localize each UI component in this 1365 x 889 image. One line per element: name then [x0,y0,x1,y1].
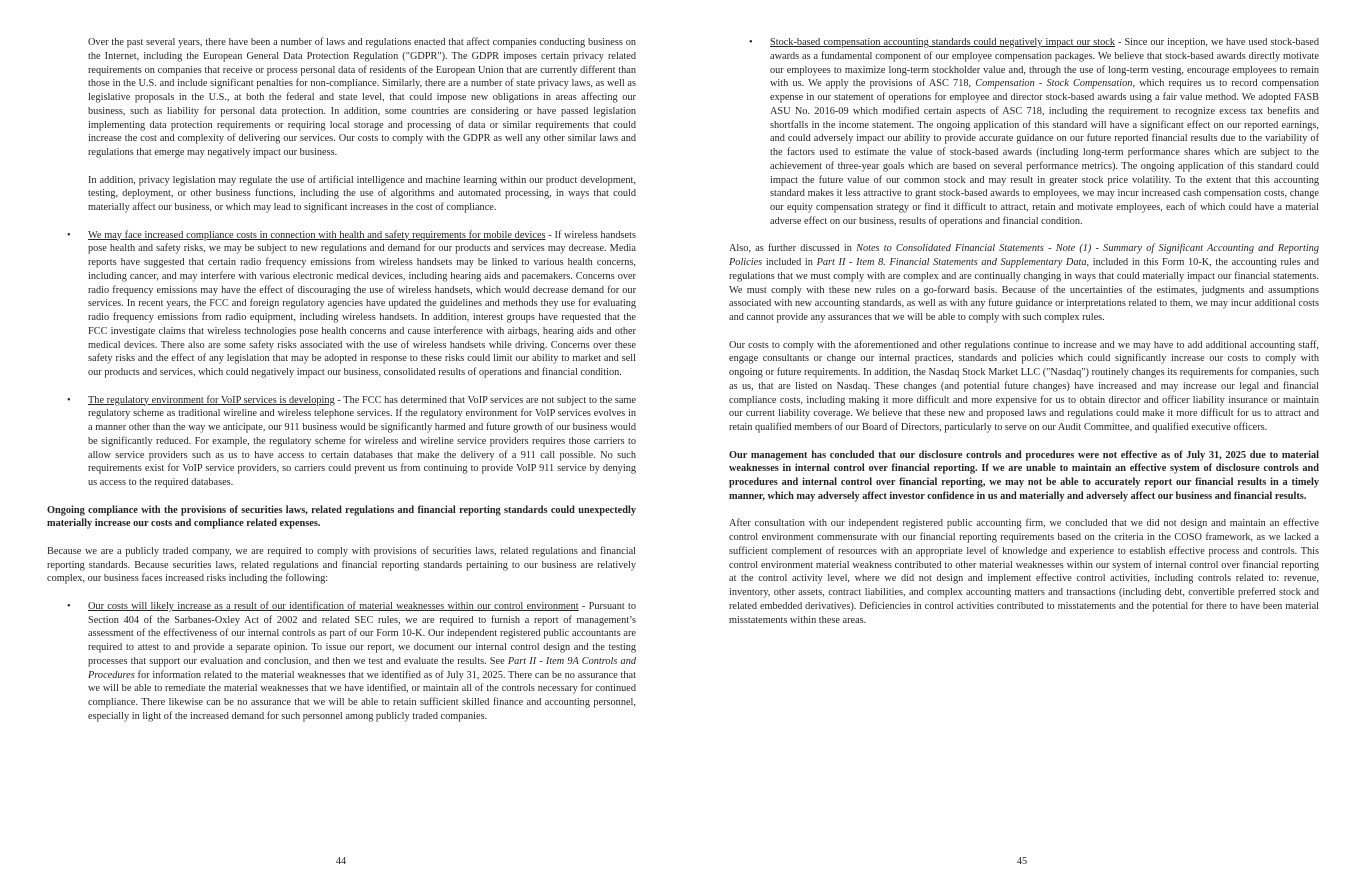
bullet-marker: • [67,600,71,612]
notes-text-a: Also, as further discussed in [729,243,857,255]
paragraph-gdpr: Over the past several years, there have been a number of laws and regulations enacted that affect companies conducting business on the Internet, including the European General Data Protection Regulation ("GDPR"). The GDPR imposes certain privacy related requirements on companies that receive or process personal data of residents of the European Union that are currently different than those in the U.S. and include significant penalties for non-compliance. Similarly, there are a number of state privacy laws, as well as legislative proposals in the U.S., at both the federal and state level, that could impose new obligations in areas affecting our business, such as liability for personal data protection. In addition, some countries are considering or have passed legislation implementing data protection requirements or requiring local storage and processing of data or similar requirements that could increase the cost and complexity of delivering our services. Our costs to comply with the GDPR as well any other similar laws and regulations that emerge may negatively impact our business. [88,37,636,158]
bullet-stock-body-a: - Since our inception, we have used stock-based awards as a fundamental component of our employee compensation packages. We believe that stock-based awards directly motivate our employees to maximize long-term stockholder value and, through the use of long-term vesting, encourage employees to remain with us. We apply the provisions of ASC 718, [770,37,1319,90]
page-number-right: 45 [1016,856,1028,867]
bullet-voip-title: The regulatory environment for VoIP services is developing [88,394,335,406]
right-column [729,36,1319,641]
bullet-voip-body: - The FCC has determined that VoIP services are not subject to the same regulatory scheme as traditional wireline and wireless telephone services. If the regulatory environment for VoIP services evolves in a manner other than the way we anticipate, our 911 business would be significantly harmed and future growth of our business would be significantly reduced. For example, the regulatory scheme for wireless and wireline service providers requires those carriers to allow service providers such as us to have access to certain databases that make the delivery of a 911 call possible. No such requirements exist for VoIP service providers, so carriers could prevent us from continuing to provide VoIP 911 service by denying us access to the required databases. [88,394,636,488]
bullet-stock-reference: Compensation - Stock Compensation, [975,78,1136,90]
bullet-costs-title: Our costs will likely increase as a result of our identification of material weaknesses within our control environment [88,600,579,612]
bullet-costs-body-b: for information related to the material weaknesses that we identified as of July 31, 2025. There can be no assurance that we will be able to remediate the material weaknesses that we have identified, or maintain all of the controls necessary for continued compliance. There likewise can be no assurance that we will be able to retain sufficient skilled finance and accounting personnel, especially in light of the increased demand for such personnel among publicly traded companies. [88,669,636,722]
page-44 [0,0,682,889]
heading-securities-compliance: Ongoing compliance with the provisions of securities laws, related regulations and financial reporting standards could unexpectedly materially increase our costs and compliance related expenses. [47,504,636,530]
notes-text-b: included in [762,257,817,268]
bullet-health-title: We may face increased compliance costs in connection with health and safety requirements for mobile devices [88,229,546,241]
paragraph-coso: After consultation with our independent registered public accounting firm, we concluded that we did not design and maintain an effective control environment commensurate with our financial reporting requirements based on the criteria in the COSO framework, as we lacked a sufficient complement of resources with an appropriate level of knowledge and experience to establish effective process and controls. This control environment material weakness contributed to other material weaknesses within our system of internal control over financial reporting at the control activity level, where we did not design and implement effective control activities, including controls related to: revenue, inventory, other assets, contract liabilities, and complex accounting matters and transactions (including debt, convertible preferred stock and related embedded derivatives). Deficiencies in control activities contributed to misstatements and the potential for there to have been material misstatements within these areas. [729,518,1319,626]
bullet-stock-compensation [749,36,1320,229]
bullet-costs-body-a: - Pursuant to Section 404 of the Sarbanes-Oxley Act of 2002 and related SEC rules, we are required to furnish a report of management’s assessment of the effectiveness of our internal controls as part of our Form 10-K. Our independent registered public accountants are required to attest to and provide a separate opinion. To issue our report, we document our internal control design and the testing processes that support our evaluation and conclusion, and then we test and evaluate the results. See [88,600,637,667]
left-column [47,36,636,737]
page-number-left: 44 [335,856,347,867]
paragraph-nasdaq: Our costs to comply with the aforementioned and other regulations continue to increase and we may have to add additional accounting staff, engage consultants or change our internal practices, standards and policies which could significantly increase our costs to comply with ongoing or future requirements. In addition, the Nasdaq Stock Market LLC ("Nasdaq") routinely changes its requirements for companies, such as us, that are listed on Nasdaq. These changes (and potential future changes) have increased and may increase our legal and financial compliance costs, including making it more difficult and more expensive for us to obtain director and officer liability insurance or maintain our current liability coverage. We believe that these new and proposed laws and regulations could make it more difficult for us to attract and retain qualified members of our Board of Directors, particularly to serve on our Audit Committee, and qualified executive officers. [729,339,1319,433]
notes-reference-2: Part II - Item 8. Financial Statements and Supplementary Data, [816,257,1090,268]
bullet-marker: • [67,229,71,241]
notes-reference-1: Notes to Consolidated Financial Statements - Note (1) - Summary of Significant Accounting and Reporting Policies [729,243,1319,268]
bullet-material-weakness-costs [67,600,637,724]
bullet-marker: • [67,394,71,406]
bullet-health-safety [67,229,636,380]
bullet-voip [67,394,636,490]
bullet-stock-title: Stock-based compensation accounting standards could negatively impact our stock [770,37,1115,48]
bullet-stock-body-b: which requires us to record compensation expense in our statement of operations for employee and director stock-based awards using a fair value method. We adopted FASB ASU No. 2016-09 which modified certain aspects of ASC 718, including the requirement to recognize excess tax benefits and shortfalls in the income statement. The ongoing application of this standard will have a significant effect on our reported earnings, and could adversely impact our ability to provide accurate guidance on our future reported financial results due to the variability of the factors used to estimate the value of stock-based awards (including long-term performance shares which are subject to the achievement of three-year goals which are based on several performance metrics). The ongoing application of this standard could impact the future value of our common stock and may result in greater stock price volatility. To the extent that this accounting standard makes it less attractive to grant stock-based awards to employees, we may incur increased cash compensation costs, change our equity compensation strategy or find it difficult to attract, retain and motivate employees, each of which could have a material adverse effect on our business, results of operations and financial condition. [770,78,1320,227]
heading-disclosure-controls: Our management has concluded that our disclosure controls and procedures were not effective as of July 31, 2025 due to material weaknesses in internal control over financial reporting. If we are unable to maintain an effective system of disclosure controls and procedures and internal control over financial reporting, we may not be able to accurately report our financial results in a timely manner, which may adversely affect investor confidence in us and materially and adversely affect our business and financial results. [729,449,1319,502]
notes-text-c: included in this Form 10-K, the accounting rules and regulations that we must comply with are complex and are continually changing in ways that could materially impact our financial statements. We must comply with these new rules on a go-forward basis. Because of the uncertainties of the estimates, judgments and assumptions associated with new accounting standards, as well as with any future guidance or interpretations related to them, we may incur additional costs and cannot provide any assurances that we will be able to comply with such complex rules. [729,257,1319,323]
bullet-costs-reference: Part II - Item 9A Controls and Procedures [88,655,636,681]
page-45 [682,0,1365,889]
paragraph-accounting-notes [729,242,1319,325]
paragraph-ai-privacy: In addition, privacy legislation may regulate the use of artificial intelligence and machine learning within our product development, testing, deployment, or other business functions, including the use of algorithms and automated processing, in ways that could materially affect our business, or which may lead to significant increases in the cost of compliance. [88,174,636,213]
bullet-health-body: - If wireless handsets pose health and safety risks, we may be subject to new regulations and demand for our products and services may decrease. Media reports have suggested that certain radio frequency emissions from wireless handsets may be linked to various health concerns, including cancer, and may interfere with various electronic medical devices, including hearing aids and pacemakers. Concerns over radio frequency emissions may have the effect of discouraging the use of wireless handsets, which would decrease demand for our services. In recent years, the FCC and foreign regulatory agencies have updated the guidelines and methods they use for evaluating radio frequency emissions from radio equipment, including wireless handsets. In addition, interest groups have requested that the FCC investigate claims that wireless technologies pose health concerns and cause interference with airbags, hearing aids and other medical devices. There also are some safety risks associated with the use of wireless handsets while driving. Concerns over these safety risks and the effect of any legislation that may be adopted in response to these risks could limit our ability to market and sell our products and services, which could negatively impact our business, consolidated results of operations and financial condition. [88,229,636,378]
paragraph-public-company: Because we are a publicly traded company, we are required to comply with provisions of securities laws, related regulations and financial reporting standards. Because securities laws, related regulations and financial reporting standards pertaining to our business are relatively complex, our business faces increased risks including the following: [47,545,636,585]
bullet-marker: • [749,37,753,48]
